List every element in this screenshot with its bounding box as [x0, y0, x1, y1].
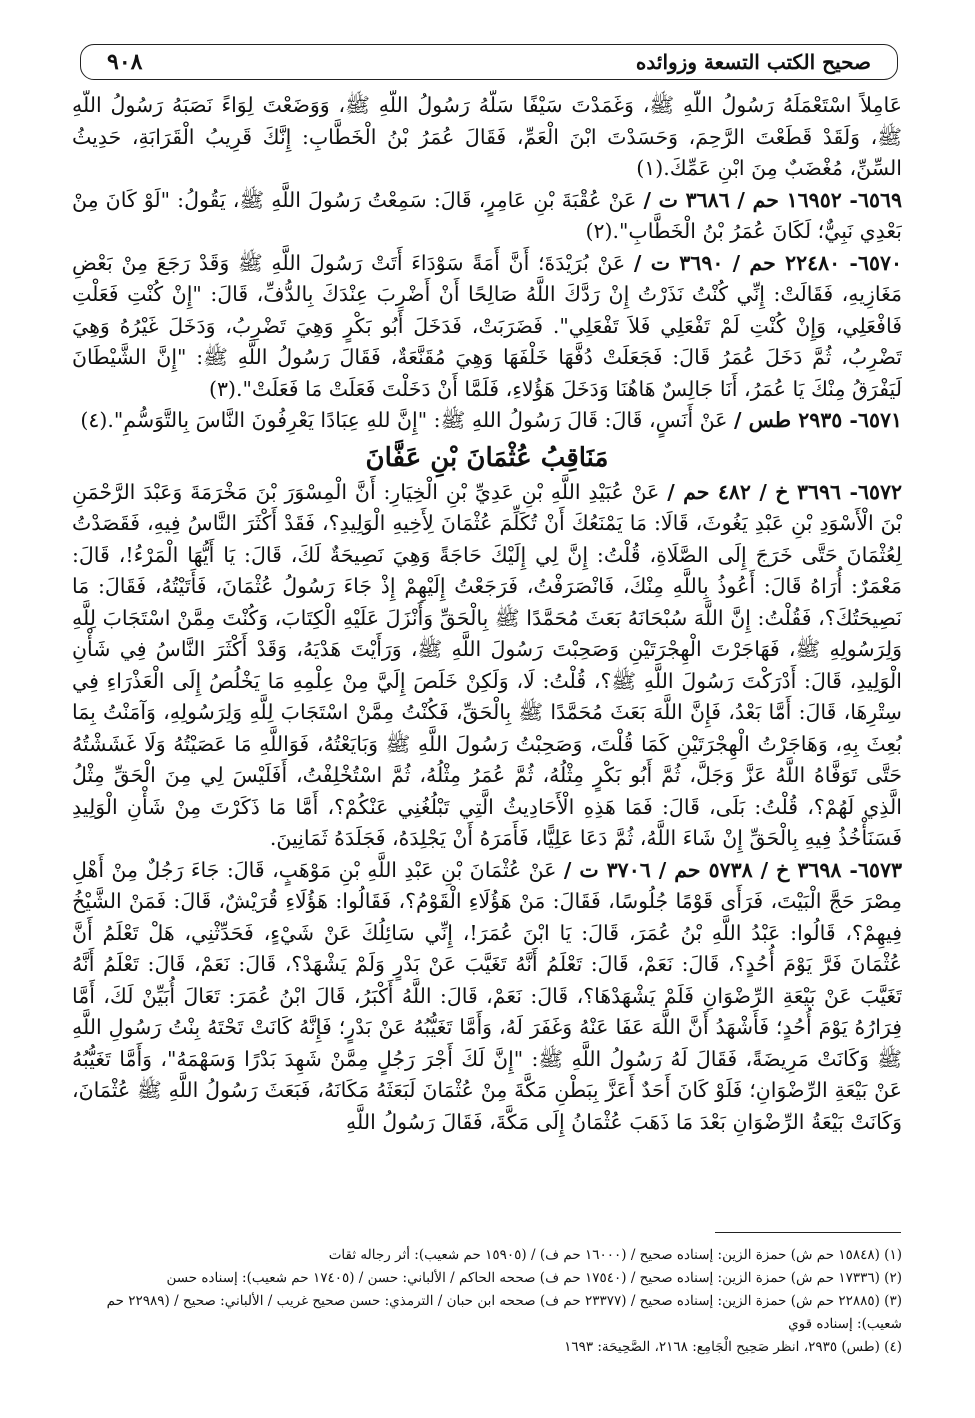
hadith-ref: ٦٥٧٠- ٢٢٤٨٠ حم / ٣٦٩٠ ت /	[633, 250, 902, 275]
hadith-paragraph	[72, 185, 902, 248]
main-text	[72, 90, 902, 1220]
hadith-paragraph	[72, 477, 902, 855]
footnote-divider	[715, 1232, 901, 1233]
paragraph-text: عَنْ عُثْمَانَ بْنِ عَبْدِ اللَّهِ بْنِ مَوْهَبٍ، قَالَ: جَاءَ رَجُلٌ مِنْ أَهْلِ مِصْرَ حَجَّ الْبَيْتَ، فَرَأَى قَوْمًا جُلُوسًا، فَقَالَ: مَنْ هَؤُلَاءِ الْقَوْمُ؟، فَقَالُوا: هَؤُلَاءِ قُرَيْشٌ، قَالَ: فَمَنْ الشَّيْخُ فِيهِمْ؟، قَالُوا: عَبْدُ اللَّهِ بْنُ عُمَرَ، قَالَ: يَا ابْنَ عُمَرَ!، إِنِّي سَائِلُكَ عَنْ شَيْءٍ، فَحَدِّثْنِي، هَلْ تَعْلَمُ أَنَّ عُثْمَانَ فَرَّ يَوْمَ أُحُدٍ؟، قَالَ: نَعَمْ، قَالَ: تَعْلَمُ أَنَّهُ تَغَيَّبَ عَنْ بَدْرٍ وَلَمْ يَشْهَدْ؟، قَالَ: نَعَمْ، قَالَ: تَعْلَمُ أَنَّهُ تَغَيَّبَ عَنْ بَيْعَةِ الرِّضْوَانِ فَلَمْ يَشْهَدْهَا؟، قَالَ: نَعَمْ، قَالَ: اللَّهُ أَكْبَرُ، قَالَ ابْنُ عُمَرَ: تَعَالَ أُبَيِّنْ لَكَ، أَمَّا فِرَارُهُ يَوْمَ أُحُدٍ؛ فَأَشْهَدُ أَنَّ اللَّهَ عَفَا عَنْهُ وَغَفَرَ لَهُ، وَأَمَّا تَغَيُّبُهُ عَنْ بَدْرٍ؛ فَإِنَّهُ كَانَتْ تَحْتَهُ بِنْتُ رَسُولِ اللَّهِ ﷺ وَكَانَتْ مَرِيضَةً، فَقَالَ لَهُ رَسُولُ اللَّهِ ﷺ: "إِنَّ لَكَ أَجْرَ رَجُلٍ مِمَّنْ شَهِدَ بَدْرًا وَسَهْمَهُ"، وَأَمَّا تَغَيُّبُهُ عَنْ بَيْعَةِ الرِّضْوَانِ؛ فَلَوْ كَانَ أَحَدٌ أَعَزَّ بِبَطْنِ مَكَّةَ مِنْ عُثْمَانَ لَبَعَثَهُ مَكَانَهُ، فَبَعَثَ رَسُولُ اللَّهِ ﷺ عُثْمَانَ، وَكَانَتْ بَيْعَةُ الرِّضْوَانِ بَعْدَ مَا ذَهَبَ عُثْمَانُ إِلَى مَكَّةَ، فَقَالَ رَسُولُ اللَّهِ	[72, 857, 902, 1134]
book-title: صحيح الكتب التسعة وزوائده	[635, 50, 871, 74]
paragraph-text: عَنْ أَنَسٍ، قَالَ: قَالَ رَسُولُ اللهِ ﷺ: "إِنَّ للهِ عِبَادًا يَعْرِفُونَ النَّاسَ بِالتَّوَسُّمِ".(٤)	[80, 408, 728, 432]
paragraph-text: عَامِلاً اسْتَعْمَلَهُ رَسُولُ اللَّهِ ﷺ، وَغَمَدْتَ سَيْفًا سَلَّهُ رَسُولُ اللَّهِ ﷺ، وَوَضَعْتَ لِوَاءً نَصَبَهُ رَسُولُ اللَّهِ ﷺ، وَلَقَدْ قَطَعْتَ الرَّحِمَ، وَحَسَدْتَ ابْنَ الْعَمِّ، فَقَالَ عُمَرُ بْنُ الْخَطَّابِ: إِنَّكَ قَرِيبُ الْقَرَابَةِ، حَدِيثُ السِّنِّ، مُغْضَبٌ مِنَ ابْنِ عَمِّكَ.(١)	[72, 93, 902, 180]
page-number: ٩٠٨	[107, 49, 143, 75]
footnote: (٣) (٢٢٨٨٥ حم ش) حمزة الزين: إسناده صحيح / (٢٣٣٧٧ حم ف) صححه ابن حبان / الترمذي: حسن صحيح غريب / الألباني: صحيح / (٢٢٩٨٩ حم شعيب): إسناده قوي	[106, 1293, 902, 1332]
paragraph-text: عَنْ بُرَيْدَةَ؛ أَنَّ أَمَةً سَوْدَاءَ أَتَتْ رَسُولَ اللَّهِ ﷺ وَقَدْ رَجَعَ مِنْ بَعْضِ مَغَازِيهِ، فَقَالَتْ: إِنِّي كُنْتُ نَذَرْتُ إِنْ رَدَّكَ اللَّهُ صَالِحًا أَنْ أَضْرِبَ عِنْدَكَ بِالدُّفِّ، قَالَ: "إِنْ كُنْتِ فَعَلْتِ فَافْعَلِي، وَإِنْ كُنْتِ لَمْ تَفْعَلِي فَلاَ تَفْعَلِي". فَضَرَبَتْ، فَدَخَلَ أَبُو بَكْرٍ وَهِيَ تَضْرِبُ، وَدَخَلَ غَيْرُهُ وَهِيَ تَضْرِبُ، ثُمَّ دَخَلَ عُمَرُ قَالَ: فَجَعَلَتْ دُفَّهَا خَلْفَهَا وَهِيَ مُقَنَّعَةٌ، فَقَالَ رَسُولُ اللَّهِ ﷺ: "إِنَّ الشَّيْطَانَ لَيَفْرَقُ مِنْكَ يَا عُمَرُ، أَنَا جَالِسٌ هَاهُنَا وَدَخَلَ هَؤُلاءِ، فَلَمَّا أَنْ دَخَلْتَ فَعَلَتْ مَا فَعَلَتْ".(٣)	[72, 250, 902, 401]
hadith-paragraph	[72, 248, 902, 406]
hadith-paragraph	[72, 90, 902, 185]
paragraph-text: عَنْ عُبَيْدِ اللَّهِ بْنِ عَدِيِّ بْنِ الْخِيَارِ: أَنَّ الْمِسْوَرَ بْنَ مَخْرَمَةَ وَعَبْدَ الرَّحْمَنِ بْنَ الْأَسْوَدِ بْنِ عَبْدِ يَغُوثَ، قَالَا: مَا يَمْنَعُكَ أَنْ تُكَلِّمَ عُثْمَانَ لِأَخِيهِ الْوَلِيدِ؟، فَقَدْ أَكْثَرَ النَّاسُ فِيهِ، فَقَصَدْتُ لِعُثْمَانَ حَتَّى خَرَجَ إِلَى الصَّلَاةِ، قُلْتُ: إِنَّ لِي إِلَيْكَ حَاجَةً وَهِيَ نَصِيحَةٌ لَكَ، قَالَ: يَا أَيُّهَا الْمَرْءُ!، قَالَ: مَعْمَرٌ: أُرَاهُ قَالَ: أَعُوذُ بِاللَّهِ مِنْكَ، فَانْصَرَفْتُ، فَرَجَعْتُ إِلَيْهِمْ إِذْ جَاءَ رَسُولُ عُثْمَانَ، فَأَتَيْتُهُ، فَقَالَ: مَا نَصِيحَتُكَ؟، فَقُلْتُ: إِنَّ اللَّهَ سُبْحَانَهُ بَعَثَ مُحَمَّدًا ﷺ بِالْحَقِّ وَأَنْزَلَ عَلَيْهِ الْكِتَابَ، وَكُنْتَ مِمَّنْ اسْتَجَابَ لِلَّهِ وَلِرَسُولِهِ ﷺ، فَهَاجَرْتَ الْهِجْرَتَيْنِ وَصَحِبْتَ رَسُولَ اللَّهِ ﷺ، وَرَأَيْتَ هَدْيَهُ، وَقَدْ أَكْثَرَ النَّاسُ فِي شَأْنِ الْوَلِيدِ، قَالَ: أَدْرَكْتَ رَسُولَ اللَّهِ ﷺ؟، قُلْتُ: لَا، وَلَكِنْ خَلَصَ إِلَيَّ مِنْ عِلْمِهِ مَا يَخْلُصُ إِلَى الْعَذْرَاءِ فِي سِتْرِهَا، قَالَ: أَمَّا بَعْدُ، فَإِنَّ اللَّهَ بَعَثَ مُحَمَّدًا ﷺ بِالْحَقِّ، فَكُنْتُ مِمَّنْ اسْتَجَابَ لِلَّهِ وَلِرَسُولِهِ، وَآمَنْتُ بِمَا بُعِثَ بِهِ، وَهَاجَرْتُ الْهِجْرَتَيْنِ كَمَا قُلْتَ، وَصَحِبْتُ رَسُولَ اللَّهِ ﷺ وَبَايَعْتُهُ، فَوَاللَّهِ مَا عَصَيْتُهُ وَلَا غَشَشْتُهُ حَتَّى تَوَفَّاهُ اللَّهُ عَزَّ وَجَلَّ، ثُمَّ أَبُو بَكْرٍ مِثْلُهُ، ثُمَّ عُمَرُ مِثْلُهُ، ثُمَّ اسْتُخْلِفْتُ، أَفَلَيْسَ لِي مِنَ الْحَقِّ مِثْلُ الَّذِي لَهُمْ؟، قُلْتُ: بَلَى، قَالَ: فَمَا هَذِهِ الْأَحَادِيثُ الَّتِي تَبْلُغُنِي عَنْكُمْ؟، أَمَّا مَا ذَكَرْتَ مِنْ شَأْنِ الْوَلِيدِ فَسَنَأْخُذُ فِيهِ بِالْحَقِّ إِنْ شَاءَ اللَّهُ، ثُمَّ دَعَا عَلِيًّا، فَأَمَرَهُ أَنْ يَجْلِدَهُ، فَجَلَدَهُ ثَمَانِينَ.	[72, 479, 902, 850]
hadith-ref: ٦٥٧١- ٢٩٣٥ طس /	[734, 408, 902, 432]
hadith-ref: ٦٥٧٢- ٣٦٩٦ خ / ٤٨٢ حم /	[667, 479, 902, 504]
hadith-paragraph	[72, 405, 902, 437]
paragraph-text: عَنْ عُقْبَةَ بْنِ عَامِرٍ، قَالَ: سَمِعْتُ رَسُولَ اللَّهِ ﷺ، يَقُولُ: "لَوْ كَانَ مِنْ بَعْدِي نَبِيٌّ؛ لَكَانَ عُمَرُ بْنُ الْخَطَّابِ".(٢)	[72, 187, 902, 243]
footnote: (١) (١٥٨٤٨ حم ش) حمزة الزين: إسناده صحيح / (١٦٠٠٠ حم ف) / (١٥٩٠٥ حم شعيب): أثر رجاله ثقات	[328, 1247, 902, 1263]
section-title: مَنَاقِبُ عُثْمَانَ بْنِ عَفَّانَ	[365, 442, 609, 473]
footnotes	[72, 1244, 902, 1400]
hadith-paragraph	[72, 855, 902, 1139]
footnote: (٤) (طس) ٢٩٣٥، انظر صَحِيح الْجَامِع: ٢١٦٨، الصَّحِيحَة: ١٦٩٣	[564, 1339, 902, 1355]
page-header	[80, 44, 898, 80]
hadith-ref: ٦٥٦٩- ١٦٩٥٢ حم / ٣٦٨٦ ت /	[643, 187, 902, 212]
hadith-ref: ٦٥٧٣- ٣٦٩٨ خ / ٥٧٣٨ حم / ٣٧٠٦ ت /	[563, 857, 902, 882]
footnote: (٢) (١٧٣٣٦ حم ش) حمزة الزين: إسناده صحيح / (١٧٥٤٠ حم ف) صححه الحاكم / الألباني: حسن / (١٧٤٠٥ حم شعيب): إسناده حسن	[166, 1270, 902, 1286]
